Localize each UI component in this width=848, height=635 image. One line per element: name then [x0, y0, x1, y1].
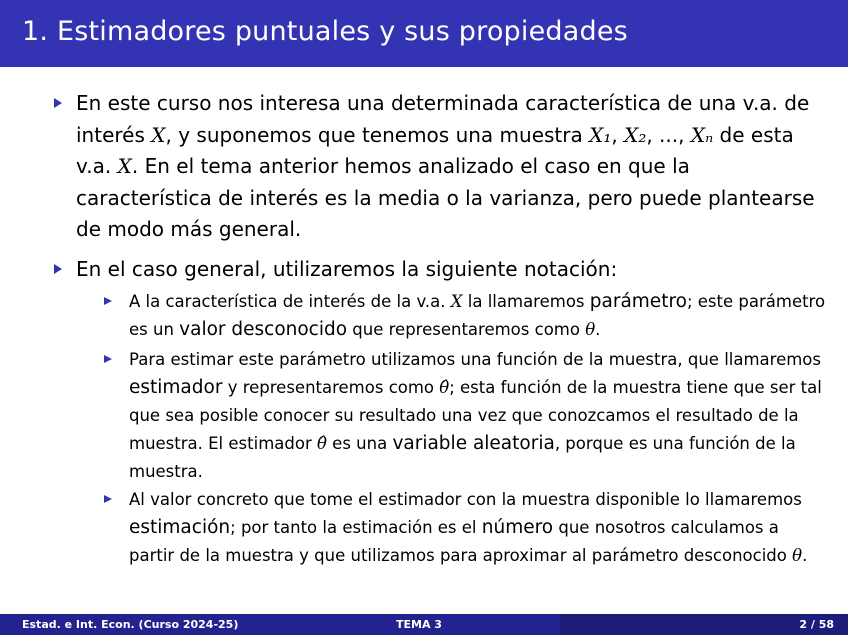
slide-title-bar	[0, 0, 848, 67]
sub-bullet-item-2	[129, 346, 829, 486]
footer-page-number: 2 / 58	[799, 618, 834, 631]
footer-topic-label: TEMA 3	[396, 618, 442, 631]
bullet-item-1	[76, 88, 828, 246]
bullet-item-2	[76, 254, 828, 286]
sub-bullet-item-3	[129, 486, 829, 570]
sub-bullet-item-1	[129, 288, 829, 344]
sub-bullet-text: Para estimar este parámetro utilizamos una función de la muestra, que llamaremos estimador y representaremos como θ̂; esta función de la muestra tiene que ser tal que sea posible conocer su resultado una vez que conozcamos el resultado de la muestra. El estimador θ̂ es una variable aleatoria, porque es una función de la muestra.	[129, 350, 822, 481]
small-triangle-bullet-icon	[103, 494, 113, 504]
small-triangle-bullet-icon	[103, 354, 113, 364]
triangle-bullet-icon	[52, 263, 64, 275]
sub-bullet-text: Al valor concreto que tome el estimador con la muestra disponible lo llamaremos estimación; por tanto la estimación es el número que nosotros calculamos a partir de la muestra y que utilizamos para aproximar al parámetro desconocido θ.	[129, 490, 808, 565]
triangle-bullet-icon	[52, 97, 64, 109]
slide-title: 1. Estimadores puntuales y sus propiedades	[22, 16, 628, 47]
footer-course-label: Estad. e Int. Econ. (Curso 2024-25)	[22, 618, 239, 631]
slide-footer	[0, 614, 848, 635]
bullet-text: En el caso general, utilizaremos la siguiente notación:	[76, 257, 618, 281]
bullet-text: En este curso nos interesa una determinada característica de una v.a. de interés X, y suponemos que tenemos una muestra X₁, X₂, ..., Xₙ de esta v.a. X. En el tema anterior hemos analizado el caso en que la característica de interés es la media o la varianza, pero puede plantearse de modo más general.	[76, 91, 815, 241]
small-triangle-bullet-icon	[103, 296, 113, 306]
sub-bullet-text: A la característica de interés de la v.a. X la llamaremos parámetro; este parámetro es un valor desconocido que representaremos como θ.	[129, 291, 826, 340]
